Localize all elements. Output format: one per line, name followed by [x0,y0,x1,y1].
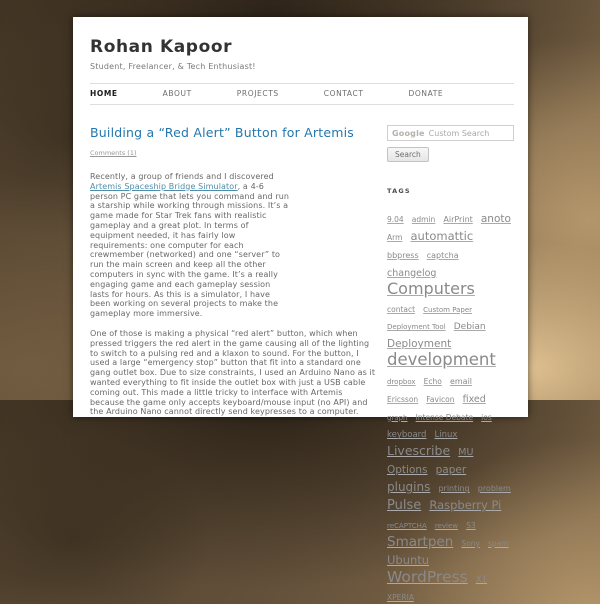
tag-link[interactable]: problem [477,484,511,494]
search-button[interactable]: Search [387,147,429,162]
nav-item[interactable]: CONTACT [323,89,364,98]
nav-item[interactable]: HOME [90,89,118,98]
tag-cloud [387,208,514,604]
tag-link[interactable]: contact [387,304,416,314]
tag-link[interactable]: printing [438,484,470,494]
tag-link[interactable]: S3 [466,520,476,530]
tag-link[interactable]: Raspberry Pi [429,498,502,513]
post-article [90,125,379,417]
tag-link[interactable]: Computers [387,278,475,298]
sidebar [387,125,514,604]
content-panel [73,17,528,602]
google-logo: Google [392,128,425,138]
tag-link[interactable]: Arm [387,232,403,242]
tag-link[interactable]: Custom Paper Deployment Tool [387,305,473,332]
post-title[interactable]: Building a “Red Alert” Button for Artemis [90,125,354,140]
site-tagline: Student, Freelancer, & Tech Enthusiast! [90,62,256,71]
tag-link[interactable]: keyboard [387,430,427,441]
tag-link[interactable]: graph [387,413,408,422]
tag-link[interactable]: changelog [387,267,437,279]
paragraph-text: , a 4-6 person PC game that lets you command and run a starship while working through missions. It’s a game made for Star Trek fans with realistic gameplay and a great plot. In terms of equipment needed, it has fairly low requirements: one computer for each crewmember (networked) and one “server” to run the main screen and keep all the other computers in sync with the game. It’s a really engaging game and each gameplay session lasts for hours. As this is a simulator, I have been working on several projects to make the gameplay more immersive. [90,181,290,319]
image-float-spacer [291,172,379,306]
tag-link[interactable]: spam [488,538,509,548]
tag-link[interactable]: dropbox [387,377,416,386]
tag-link[interactable]: MU [458,447,474,459]
post-body [90,172,379,417]
tag-link[interactable]: X1 [475,574,487,585]
tag-link[interactable]: WordPress [387,567,468,586]
main-nav [90,83,514,105]
tag-link[interactable]: Debian [453,322,486,333]
tag-link[interactable]: ios [481,412,492,422]
tag-link[interactable]: Echo [423,376,442,386]
site-header [90,37,514,71]
tag-link[interactable]: admin [411,215,436,224]
tag-link[interactable]: AirPrint [443,215,473,224]
search-input[interactable] [387,125,514,141]
tag-link[interactable]: XPERIA [387,592,414,602]
tag-link[interactable]: Options [387,464,428,477]
paragraph-text: Recently, a group of friends and I discovered [90,172,274,181]
tag-link[interactable]: plugins [387,480,431,495]
tag-link[interactable]: Favicon [426,394,455,404]
post-paragraph-1 [90,172,379,319]
tag-link[interactable]: automattic [410,228,474,243]
nav-item[interactable]: PROJECTS [236,89,279,98]
tag-link[interactable]: Sony [461,538,480,548]
nav-item[interactable]: ABOUT [162,89,192,98]
tags-heading: TAGS [387,187,411,195]
tag-link[interactable]: Ericsson [387,394,419,404]
comments-link[interactable]: Comments (1) [90,149,137,157]
nav-item[interactable]: DONATE [408,89,444,98]
tag-link[interactable]: fixed [462,393,486,405]
tag-link[interactable]: bbpress [387,250,419,260]
content-row [90,125,514,604]
tag-link[interactable]: Smartpen [387,533,454,550]
tag-link[interactable]: review [434,521,458,530]
tag-link[interactable]: Livescribe [387,443,451,459]
tag-link[interactable]: Deployment [387,338,452,351]
tag-link[interactable]: anoto [480,213,511,225]
tag-link[interactable]: captcha [426,250,459,260]
site-title[interactable]: Rohan Kapoor [90,37,233,57]
artemis-link[interactable]: Artemis Spaceship Bridge Simulator [90,181,238,191]
tag-link[interactable]: 9.04 [387,215,404,224]
tag-link[interactable]: reCAPTCHA [387,521,427,530]
tag-link[interactable]: paper [435,464,467,477]
tag-link[interactable]: Ubuntu [387,552,430,567]
tag-link[interactable]: development [387,350,496,370]
tag-link[interactable]: Intense Debate [415,412,474,422]
search-placeholder: Custom Search [428,128,490,138]
tag-link[interactable]: Pulse [387,498,422,514]
tag-link[interactable]: email [449,376,473,386]
tag-link[interactable]: Linux [434,430,458,441]
post-paragraph-2: One of those is making a physical “red alert” button, which when pressed triggers the red alert in the game causing all of the lighting to switch to a pulsing red and a klaxon to sound. For the button, I used a large “emergency stop” button that fit into a standard one gang outlet box. Due to size constraints, I used an Arduino Nano as it wanted everything to fit inside the outlet box with just a USB cable coming out. This made a little tricky to interface with Artemis because the game only accepts keyboard/mouse input (no API) and the Arduino Nano cannot directly send keypresses to a computer. [90,328,376,417]
